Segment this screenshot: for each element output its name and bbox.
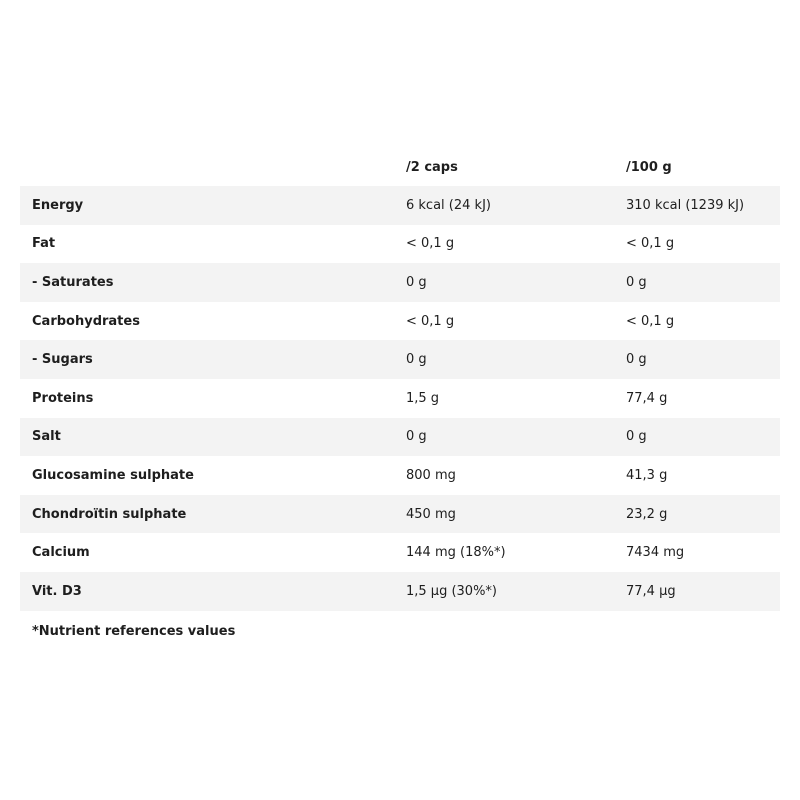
table-row-proteins [20,379,780,418]
value-per-100g: 77,4 g [626,390,668,406]
nutrient-name: Fat [32,236,56,252]
value-per-2-caps: 6 kcal (24 kJ) [406,197,491,213]
value-per-2-caps: 450 mg [406,506,456,522]
table-row-sugars [20,340,780,379]
nutrient-name: - Saturates [32,274,114,290]
table-row-glucosamine [20,456,780,495]
nutrient-name: Energy [32,197,84,213]
table-row-vitamin-d3 [20,572,780,611]
nutrient-name: Chondroïtin sulphate [32,506,187,522]
value-per-2-caps: 1,5 g [406,390,440,406]
footnote: *Nutrient references values [32,623,236,639]
value-per-2-caps: 800 mg [406,467,456,483]
value-per-100g: 310 kcal (1239 kJ) [626,197,745,213]
nutrient-name: Glucosamine sulphate [32,467,194,483]
nutrient-name: Proteins [32,390,94,406]
value-per-2-caps: 0 g [406,352,427,368]
table-row-carbohydrates [20,302,780,341]
table-row-chondroitin [20,495,780,534]
table-row-saturates [20,263,780,302]
nutrient-name: Carbohydrates [32,313,140,329]
value-per-100g: 0 g [626,352,647,368]
value-per-100g: 41,3 g [626,467,668,483]
header-per-2-caps: /2 caps [406,159,458,175]
nutrition-table [20,148,780,639]
nutrient-name: Salt [32,429,61,445]
value-per-2-caps: 144 mg (18%*) [406,545,506,561]
table-header-row [20,148,780,186]
value-per-100g: 77,4 µg [626,583,676,599]
table-row-salt [20,418,780,457]
value-per-100g: 7434 mg [626,545,685,561]
value-per-100g: < 0,1 g [626,236,675,252]
table-row-fat [20,225,780,264]
value-per-100g: 0 g [626,429,647,445]
table-row-energy [20,186,780,225]
value-per-2-caps: 0 g [406,429,427,445]
table-row-calcium [20,533,780,572]
value-per-2-caps: < 0,1 g [406,236,455,252]
value-per-2-caps: < 0,1 g [406,313,455,329]
value-per-2-caps: 0 g [406,274,427,290]
value-per-2-caps: 1,5 µg (30%*) [406,583,497,599]
value-per-100g: < 0,1 g [626,313,675,329]
value-per-100g: 23,2 g [626,506,668,522]
value-per-100g: 0 g [626,274,647,290]
header-per-100g: /100 g [626,159,672,175]
nutrient-name: Vit. D3 [32,583,82,599]
nutrient-name: - Sugars [32,352,93,368]
nutrient-name: Calcium [32,545,90,561]
